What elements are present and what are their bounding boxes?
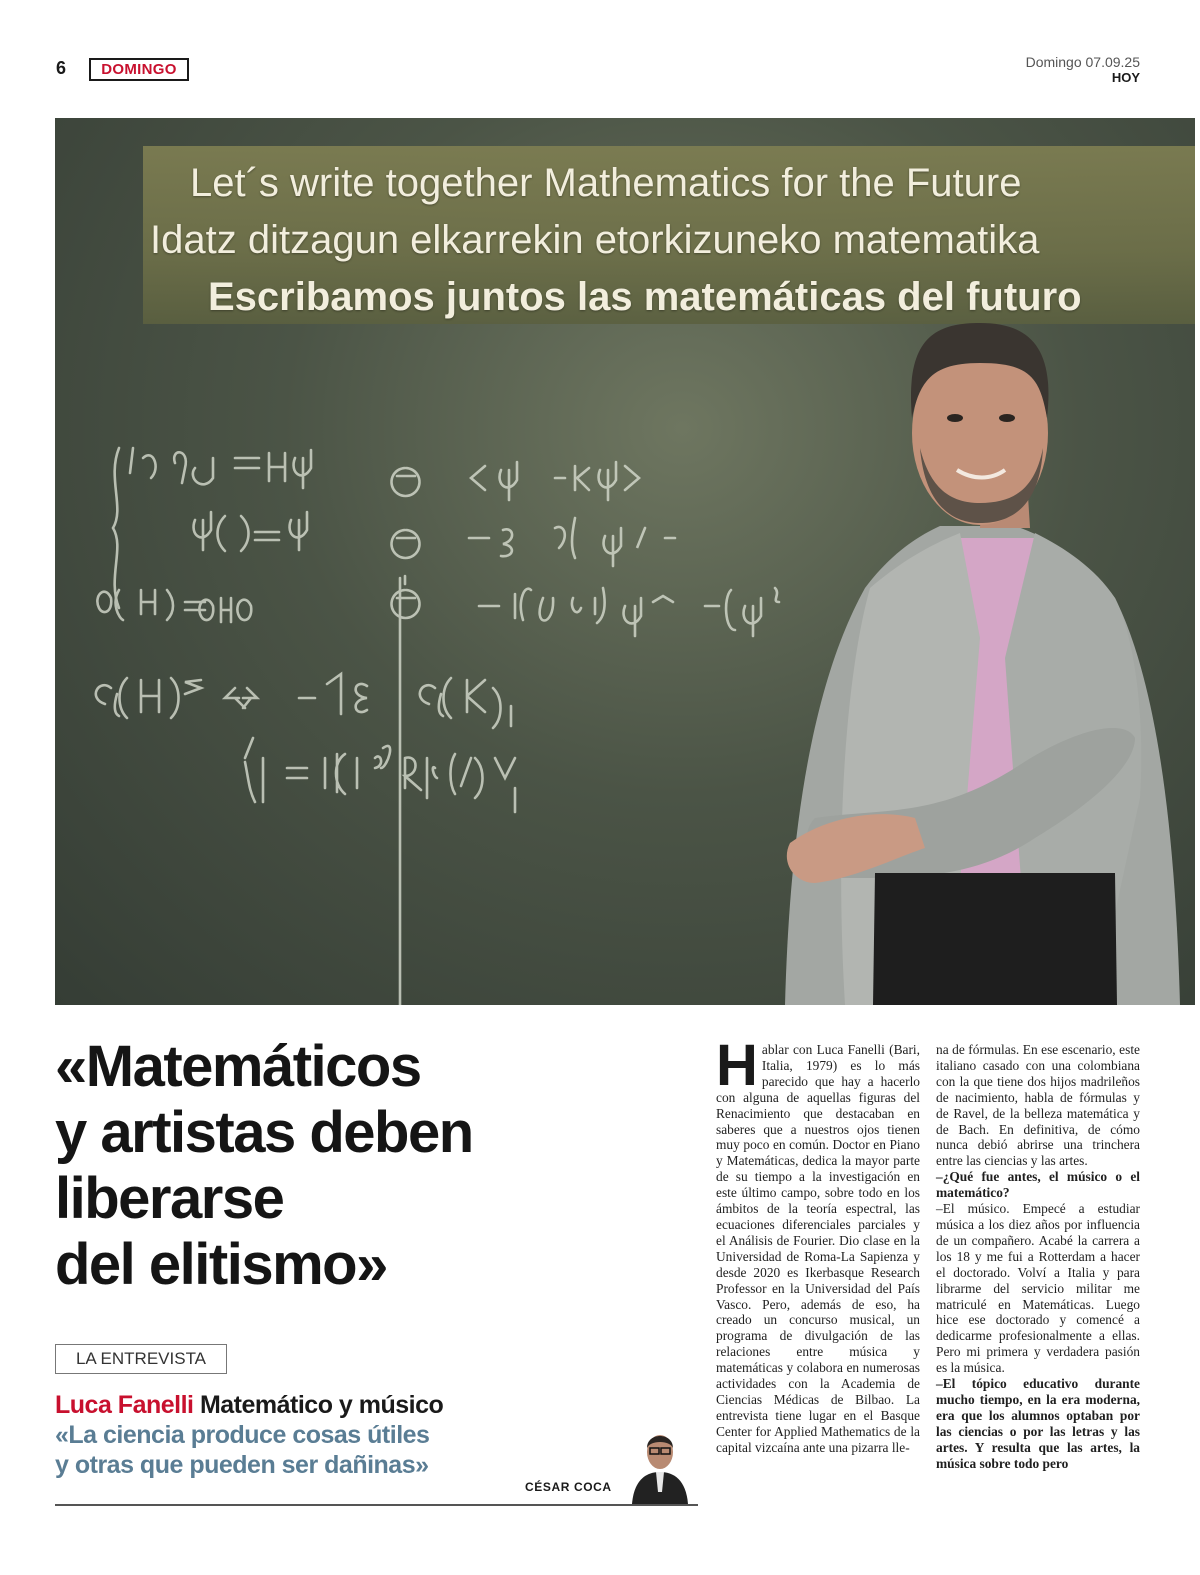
headline	[55, 1034, 675, 1298]
subhead	[55, 1390, 515, 1480]
bottom-rule	[55, 1504, 698, 1506]
interview-question: –El tópico educativo durante mucho tiempo, en la era moderna, era que los alumnos optaban por las ciencias o por las letras y las artes. Y resulta que las artes, la música sobre todo pero	[936, 1376, 1140, 1471]
kicker-label: LA ENTREVISTA	[55, 1344, 227, 1374]
interview-answer: –El músico. Empecé a estudiar música a los diez años por influencia de un compañero. Acabé la carrera a los 18 y me fui a Rotterdam a hacer el doctorado. Volví a Italia y para librarme del servicio militar me matriculé en Matemáticas. Luego hice ese doctorado y comencé a dedicarme profesionalmente a ellas. Pero mi primera y verdadera pasión es la música.	[936, 1201, 1140, 1376]
banner-line-english: Let´s write together Mathematics for the Future	[190, 161, 1022, 205]
person-photo	[55, 118, 1195, 1005]
paper-name: HOY	[1111, 70, 1140, 85]
interview-question: –¿Qué fue antes, el músico o el matemático?	[936, 1169, 1140, 1201]
pull-quote-line: «La ciencia produce cosas útiles	[55, 1421, 430, 1449]
author-photo	[628, 1420, 692, 1504]
headline-line: «Matemáticos	[55, 1034, 421, 1099]
main-photo	[55, 118, 1195, 1005]
interviewee-role: Matemático y músico	[199, 1391, 444, 1419]
date: Domingo 07.09.25	[1025, 54, 1140, 70]
pull-quote-line: y otras que pueden ser dañinas»	[55, 1451, 429, 1479]
banner-line-spanish: Escribamos juntos las matemáticas del futuro	[208, 275, 1082, 319]
section-tag: DOMINGO	[89, 58, 189, 81]
byline: CÉSAR COCA	[525, 1480, 612, 1494]
headline-line: liberarse	[55, 1166, 284, 1231]
body-column-2	[936, 1042, 1140, 1471]
drop-cap: H	[716, 1033, 758, 1098]
body-column-1	[716, 1033, 920, 1456]
dateline	[1026, 55, 1140, 85]
interviewee-name: Luca Fanelli	[55, 1391, 194, 1419]
banner-line-basque: Idatz ditzagun elkarrekin etorkizuneko matematika	[150, 218, 1040, 262]
body-paragraph: na de fórmulas. En ese escenario, este italiano casado con una colombiana con la que tiene dos hijos madrileños de nacimiento, habla de fórmulas y de Ravel, de la belleza matemática y de Bach. En definitiva, de cómo nunca debió abrirse una trinchera entre las ciencias y las artes.	[936, 1042, 1140, 1169]
headline-line: del elitismo»	[55, 1232, 387, 1297]
body-paragraph: ablar con Luca Fanelli (Bari, Italia, 1979) es lo más parecido que hay a hacerlo con alguna de aquellas figuras del Renacimiento que destacaban en saberes que a nuestros ojos tienen muy poco en común. Doctor en Piano y Matemáticas, dedica la mayor parte de su tiempo a la investigación en este último campo, sobre todo en los ámbitos de la teoría espectral, las ecuaciones diferenciales parciales y el Análisis de Fourier. Dio clase en la Universidad de Roma-La Sapienza y desde 2020 es Ikerbasque Research Professor en la Universidad del País Vasco. Pero, además de eso, ha creado un concurso musical, un programa de divulgación de las relaciones entre música y matemáticas y colabora en numerosas actividades con la Academia de Ciencias Médicas de Bilbao. La entrevista tiene lugar en el Basque Center for Applied Mathematics de la capital vizcaína ante una pizarra lle-	[716, 1042, 920, 1455]
page-number: 6	[56, 58, 67, 78]
headline-line: y artistas deben	[55, 1100, 473, 1165]
